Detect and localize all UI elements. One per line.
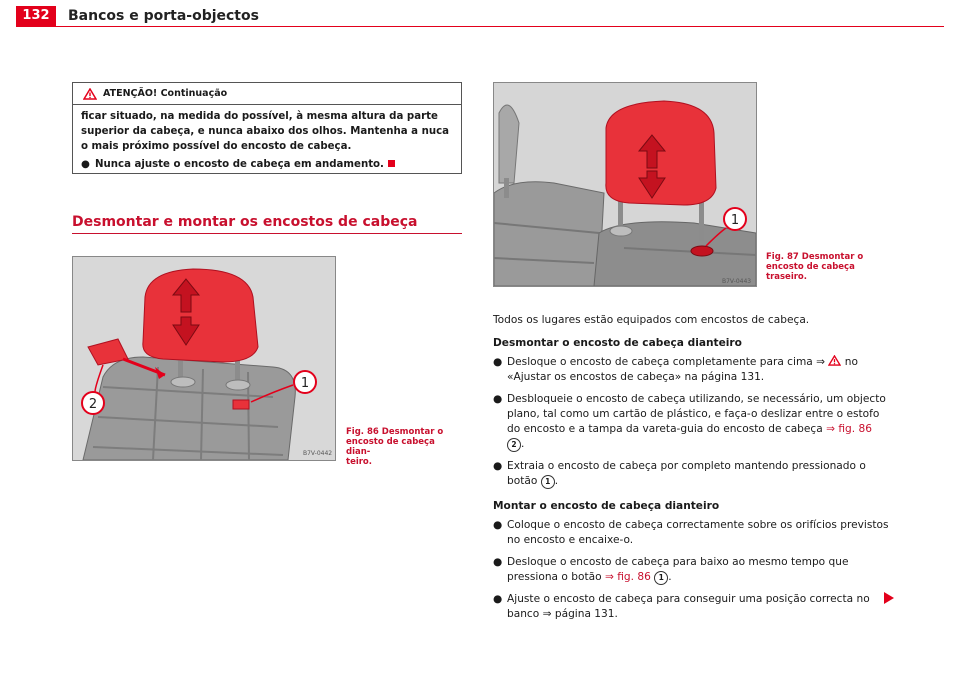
figure-86-caption xyxy=(346,427,456,467)
caption-line: encosto de cabeça xyxy=(766,262,855,272)
warning-triangle-icon xyxy=(828,355,841,366)
caption-line: Fig. 87 Desmontar o xyxy=(766,252,864,262)
period: . xyxy=(554,475,559,487)
warning-triangle-icon xyxy=(83,88,97,100)
end-marker-icon xyxy=(388,160,395,167)
figure-86-code: B7V-0442 xyxy=(303,450,333,457)
list-item xyxy=(493,459,889,489)
figure-86 xyxy=(72,256,336,461)
body-text xyxy=(493,313,889,629)
caption-line: encosto de cabeça dian- xyxy=(346,437,435,457)
bullet-icon: ● xyxy=(493,356,503,368)
warning-heading xyxy=(73,83,461,105)
list-item xyxy=(493,518,889,548)
callout-1-icon: 1 xyxy=(541,475,555,489)
figure-87-label-1: 1 xyxy=(730,213,740,228)
callout-2-icon: 2 xyxy=(507,438,521,452)
continue-arrow-icon xyxy=(883,591,895,605)
bullet-icon: ● xyxy=(493,556,503,568)
rear-headrest-illustration xyxy=(494,83,756,286)
list-item-text: Desbloqueie o encosto de cabeça utilizando, se necessário, um objecto plano, tal como um cartão de plástico, e faça-o deslizar entre o estofo do encosto e a tampa da vareta-guia do encosto de cabeça xyxy=(507,393,886,435)
caption-line: traseiro. xyxy=(766,272,807,282)
figure-86-label-1: 1 xyxy=(300,376,310,391)
period: . xyxy=(668,571,672,583)
header-divider xyxy=(16,26,944,27)
callout-1-icon: 1 xyxy=(654,571,668,585)
page-number: 132 xyxy=(16,6,56,26)
list-item-text: Ajuste o encosto de cabeça para conseguir uma posição correcta no banco ⇒ página 131. xyxy=(507,593,870,620)
bullet-icon: ● xyxy=(81,159,90,170)
warning-bullet xyxy=(81,157,453,172)
list-item-text: Extraia o encosto de cabeça por completo mantendo pressionado o botão xyxy=(507,460,866,487)
figure-87-code: B7V-0443 xyxy=(722,278,752,285)
list-item-text: Coloque o encosto de cabeça correctamente sobre os orifícios previstos no encosto e encaixe-o. xyxy=(507,519,889,546)
caption-line: Fig. 86 Desmontar o xyxy=(346,427,444,437)
bullet-icon: ● xyxy=(493,519,503,531)
figure-86-link[interactable]: ⇒ fig. 86 xyxy=(604,571,651,583)
bullet-icon: ● xyxy=(493,460,503,472)
figure-86-label-2: 2 xyxy=(88,397,98,412)
list-item xyxy=(493,555,889,585)
list-item xyxy=(493,392,889,452)
figure-86-link[interactable]: ⇒ fig. 86 xyxy=(826,423,872,435)
warning-bullet-text: Nunca ajuste o encosto de cabeça em andamento. xyxy=(95,159,384,170)
list-item-text: no «Ajustar os encostos de cabeça» na página 131. xyxy=(507,356,858,383)
front-install-heading: Montar o encosto de cabeça dianteiro xyxy=(493,500,720,512)
intro-paragraph: Todos os lugares estão equipados com encostos de cabeça. xyxy=(493,314,810,326)
bullet-icon: ● xyxy=(493,593,503,605)
list-item xyxy=(493,592,889,622)
warning-text: ficar situado, na medida do possível, à mesma altura da parte superior da cabeça, e nunca abaixo dos olhos. Mantenha a nuca o mais próximo possível do encosto de cabeça. xyxy=(81,111,450,152)
list-item xyxy=(493,355,889,385)
page-header xyxy=(0,0,960,28)
warning-box xyxy=(72,82,462,174)
front-headrest-illustration xyxy=(73,257,335,460)
list-item-text: Desloque o encosto de cabeça para baixo ao mesmo tempo que pressiona o botão xyxy=(507,556,849,583)
front-removal-heading: Desmontar o encosto de cabeça dianteiro xyxy=(493,337,742,349)
period: . xyxy=(521,438,525,450)
figure-87 xyxy=(493,82,757,287)
section-divider xyxy=(72,233,462,234)
figure-87-caption xyxy=(766,252,876,282)
caption-line: teiro. xyxy=(346,457,373,467)
warning-heading-text: ATENÇÃO! Continuação xyxy=(103,88,228,99)
section-title: Desmontar e montar os encostos de cabeça xyxy=(72,214,418,230)
arrow-icon: ⇒ xyxy=(816,356,826,368)
list-item-text: Desloque o encosto de cabeça completamente para cima xyxy=(507,356,817,368)
bullet-icon: ● xyxy=(493,393,503,405)
page-title: Bancos e porta-objectos xyxy=(68,8,259,24)
